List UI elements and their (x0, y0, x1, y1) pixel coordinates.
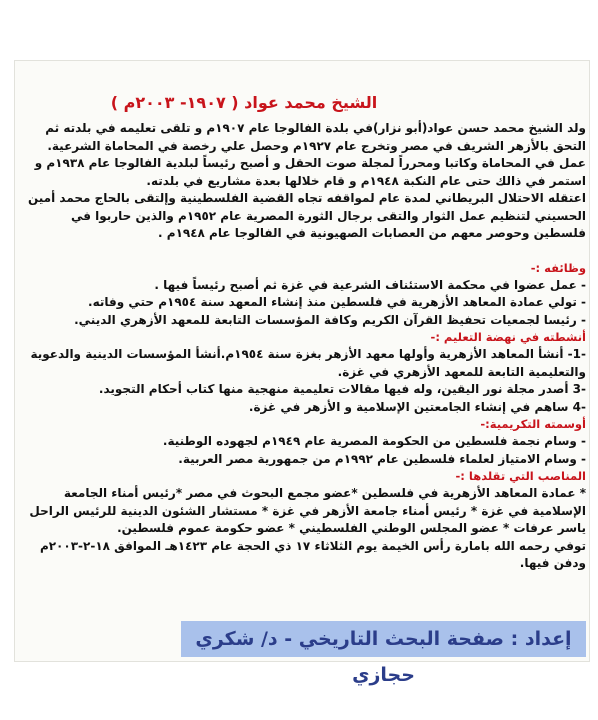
bio-paragraph-3: اعتقله الاحتلال البريطاني لمدة عام لمواقفه تجاه القضية الفلسطينية وإلتقى بالحاج محمد أمين الحسيني لتنظيم عمل الثوار والتقى برجال الثورة المصرية عام ١٩٥٢م والذين حاربوا في فلسطين وحوصر معهم من العصابات الصهيونية في الفالوجا عام ١٩٤٨م . (27, 191, 586, 240)
article-body (22, 92, 586, 573)
section-heading-honors: أوسمته التكريمية:- (480, 417, 586, 431)
section-heading-jobs: وظائفه :- (530, 260, 586, 275)
jobs-item: - عمل عضوا في محكمة الاستئناف الشرعية في غزة ثم أصبح رئيساً فيها . (154, 277, 586, 292)
article-title: الشيخ محمد عواد ( ١٩٠٧- ٢٠٠٣م ) (110, 93, 378, 112)
education-item: -4 ساهم في إنشاء الجامعتين الإسلامية و الأزهر في غزة. (248, 399, 586, 414)
bio-paragraph-2: عمل في المحاماة وكاتبا ومحرراً لمجلة صوت الحقل و أصبح رئيساً لبلدية الفالوجا عام ١٩٣٨م و استمر في ذالك حتى عام النكبة ١٩٤٨م و قام خلالها بعدة مشاريع في بلدته. (34, 156, 586, 188)
jobs-item: - رئيسا لجمعيات تحفيظ القرآن الكريم وكافة المؤسسات التابعة للمعهد الأزهري الديني. (74, 312, 586, 327)
honors-item: - وسام الامتياز لعلماء فلسطين عام ١٩٩٢م من جمهورية مصر العربية. (178, 451, 586, 466)
honors-item: - وسام نجمة فلسطين من الحكومة المصرية عام ١٩٤٩م لجهوده الوطنية. (162, 434, 586, 448)
credit-banner: إعداد : صفحة البحث التاريخي - د/ شكري حجازي (181, 621, 586, 657)
death-note: توفي رحمه الله بامارة رأس الخيمة يوم الثلاثاء ١٧ ذي الحجة عام ١٤٢٣هـ الموافق ١٨-٢-٢٠٠٣م ودفن فيها. (39, 538, 586, 570)
section-heading-positions: المناصب التي تقلدها :- (455, 469, 586, 483)
section-heading-education: أنشطته في نهضة التعليم :- (430, 330, 586, 344)
education-item: -1- أنشأ المعاهد الأزهرية وأولها معهد الأزهر بغزة سنة ١٩٥٤م.أنشأ المؤسسات الدينية والدعوية والتعليمية التابعة للمعهد الأزهري في غزة. (30, 347, 586, 379)
positions-item: * عمادة المعاهد الأزهرية في فلسطين *عضو مجمع البحوث في مصر *رئيس أمناء الجامعة الإسلامية في غزة * رئيس أمناء جامعة الأزهر في غزة * مستشار الشئون الدينية للرئيس الراحل ياسر عرفات * عضو المجلس الوطني الفلسطيني * عضو حكومة عموم فلسطين. (29, 486, 586, 535)
bio-paragraph-1: ولد الشيخ محمد حسن عواد(أبو نزار)في بلدة الفالوجا عام ١٩٠٧م و تلقى تعليمه في بلدته ثم التحق بالأزهر الشريف في مصر وتخرج عام ١٩٢٧م وحصل علي رخصة في المحاماة الشرعية. (45, 121, 586, 153)
education-item: -3 أصدر مجلة نور اليقين، وله فيها مقالات تعليمية منهجية منها كتاب أحكام التجويد. (98, 382, 586, 396)
spacer (22, 243, 586, 260)
jobs-item: - تولي عمادة المعاهد الأزهرية في فلسطين منذ إنشاء المعهد سنة ١٩٥٤م حتي وفاته. (88, 295, 586, 309)
